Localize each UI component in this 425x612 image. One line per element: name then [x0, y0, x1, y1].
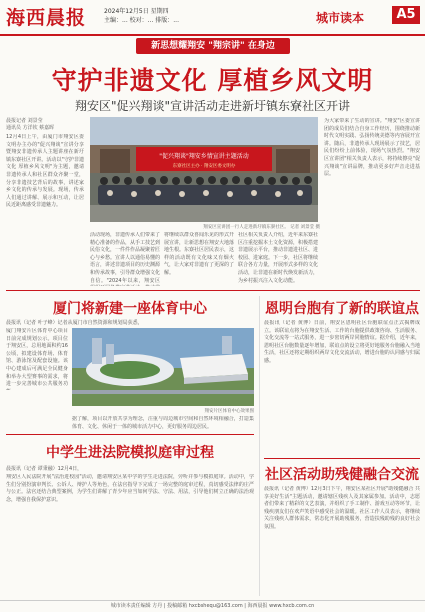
newspaper-logo: 海西晨报	[6, 7, 87, 29]
section-divider-2	[6, 434, 254, 435]
article-mock-trial-byline: 晨报讯（记者 谭秉融）12月4日，	[6, 466, 83, 472]
column-divider	[259, 296, 260, 596]
date-line: 2024年12月5日 星期四	[104, 8, 169, 15]
section-divider-3	[264, 458, 420, 459]
article-taiwan-liaison-body: 晨报讯（记者 黄博）日前，翔安区恩明社区台胞联谊点正式揭牌成立。该联谊点将为在翔安生活、工作的台胞提供政策咨询、生活服务、文化交流等一站式服务，进一步密切两岸同胞情谊。据介绍，近年来，恩明社区台胞数量逐年增加，联谊点的设立将更好地服务台胞融入当地生活，社区还将定期组织两岸文化交流活动，增进台胞的认同感与归属感。	[264, 320, 420, 364]
article-mock-trial-headline: 中学生进法院模拟庭审过程	[46, 445, 214, 461]
sports-center-caption: 翔安片区体育中心效果图	[204, 409, 254, 414]
lead-column-2: 活动现场，非遗传承人们带来了精心准备的作品，从手工技艺到民俗文化，一件件作品凝聚着匠心与乡愁。宣讲人以通俗易懂的语言，讲述非遗项目的历史渊源和传承故事，引导群众增强文化自信。"2024年以来，翔安区	[90, 232, 160, 284]
stadium-rendering-illustration	[72, 328, 254, 406]
lead-byline: 晨报记者 刘景莹 通讯员 方洋钦 蔡嘉晖	[6, 118, 55, 131]
article-sports-center-byline: 晨报讯（记者 叶子峰）记者从厦门市自然资源和规划局获悉，	[6, 320, 143, 326]
article-sports-center-headline: 厦门将新建一座体育中心	[53, 301, 207, 317]
lead-headline: 守护非遗文化 厚植乡风文明	[51, 66, 374, 95]
article-disability-event-body: 晨报讯（记者 黄博）12月3日下午，翔安区某社区开展"助残健融合 共享美好生活"主题活动，邀请辖区残疾人及其家属参加。活动中，志愿者们带来了精彩的文艺表演，并组织了手工制作、游戏互动等环节，让残疾朋友们在欢声笑语中感受社会的温暖。社区工作人员表示，将继续关注残疾人群体需求，常态化开展助残服务，营造扶残助残的良好社会氛围。	[264, 486, 420, 530]
section-divider	[6, 290, 420, 291]
article-taiwan-liaison-headline: 恩明台胞有了新的联谊点	[265, 301, 419, 317]
section-name: 城市读本	[316, 11, 365, 25]
sports-center-rendering	[72, 328, 254, 406]
page-footer: 城市读本责任编辑 方丹 | 投稿邮箱 hxcbshequ@163.com | 海西晨报 www.hxcb.com.cn	[0, 600, 425, 612]
editor-line: 主编：... 校对：... 排版：...	[104, 17, 179, 24]
photo-banner-subtext: 东寮社区主办 · 翔安区委文明办	[172, 164, 236, 169]
article-sports-center-body: 厦门翔安片区体育中心项目日前完成规划公示。项目位于翔安区，总用地面积约16公顷，拟建设体育场、体育馆、游泳馆及配套设施。该中心建成后可满足全民健身和举办大型赛事的需求，将进一步完善城市公共服务功	[6, 328, 68, 388]
group-photo-illustration	[90, 117, 318, 222]
article-mock-trial-body: 翔安区人民法院开展"法治进校园"活动，邀请翔安区某中学的学生走进法院，旁听并参与模拟庭审。活动中，学生们分别扮演审判长、公诉人、辩护人等角色，在法官指导下完成了一场完整的庭审过程，真切感受法律的庄严与公正。法官还结合典型案例，为学生们讲解了青少年应当如何学法、守法、用法，引导他们树立正确的法治观念，增强自我保护意识。	[6, 474, 254, 503]
article-sports-center-body-2: 据了解，项目以开放共享为理念，注重与周边城市空间和自然环境相融合，打造集体育、文化、休闲于一体的城市活力中心，更好服务周边居民。	[72, 416, 254, 430]
column-banner: 新思想耀翔安 "翔宗讲" 在身边	[136, 38, 290, 54]
lead-column-4: 社区相关负责人介绍，近年来东寮社区注重挖掘本土文化资源，积极搭建非遗展示平台，推动非遗进社区、进校园、进家庭。下一步，社区将继续联合各方力量，开展形式多样的文化活动，让非遗在新时代焕发新活力，为乡村振兴注入文化动能。	[238, 232, 318, 284]
lead-column-1: 12月4日上午，由厦门市翔安区委文明办主办的"促兴翔谈"宣讲分享暨翔安非遗传承人主题讲座在新圩镇东寮社区开讲。活动以"守护非遗文化 厚植乡风文明"为主题，邀请非遗传承人和社区群众齐聚一堂，分享非遗技艺背后的故事，讲述家乡文化的传承与发展。现场，传承人们通过讲解、展示和互动，让居民近距离感受非遗魅力。	[6, 134, 84, 209]
lead-subhead: 翔安区"促兴翔谈"宣讲活动走进新圩镇东寮社区开讲	[74, 99, 351, 113]
page-number: A5	[392, 6, 420, 24]
lead-photo	[90, 117, 318, 222]
photo-banner-text: "促兴翔谈"翔安乡情宣讲主题活动	[159, 153, 249, 160]
article-disability-event-headline: 社区活动助残健融合交流	[265, 467, 419, 483]
masthead	[0, 0, 425, 36]
lead-column-3: 将继续以群众喜闻乐见的形式开展宣讲，让新思想在翔安大地落地生根。东寮社区居民表示，这样的活动既有文化味又有烟火气，让大家对非遗有了更深的了解。	[164, 232, 234, 276]
lead-photo-caption: 翔安区宣讲团一行人走进新圩镇东寮社区。 记者 刘景莹 摄	[203, 225, 320, 230]
lead-column-5: 为大家带来了生动的宣讲。"翔安"区委宣讲团的成员们结合自身工作经历，围绕推动新时代文明实践、弘扬传统美德等内容展开宣讲。随后，非遗传承人现场展示了技艺，居民们纷纷上前体验，现场气氛热烈。"翔安区宣讲团"相关负责人表示，将持续擦亮"促兴翔谈"宣讲品牌，推动更多好声音走进基层。	[324, 118, 420, 178]
